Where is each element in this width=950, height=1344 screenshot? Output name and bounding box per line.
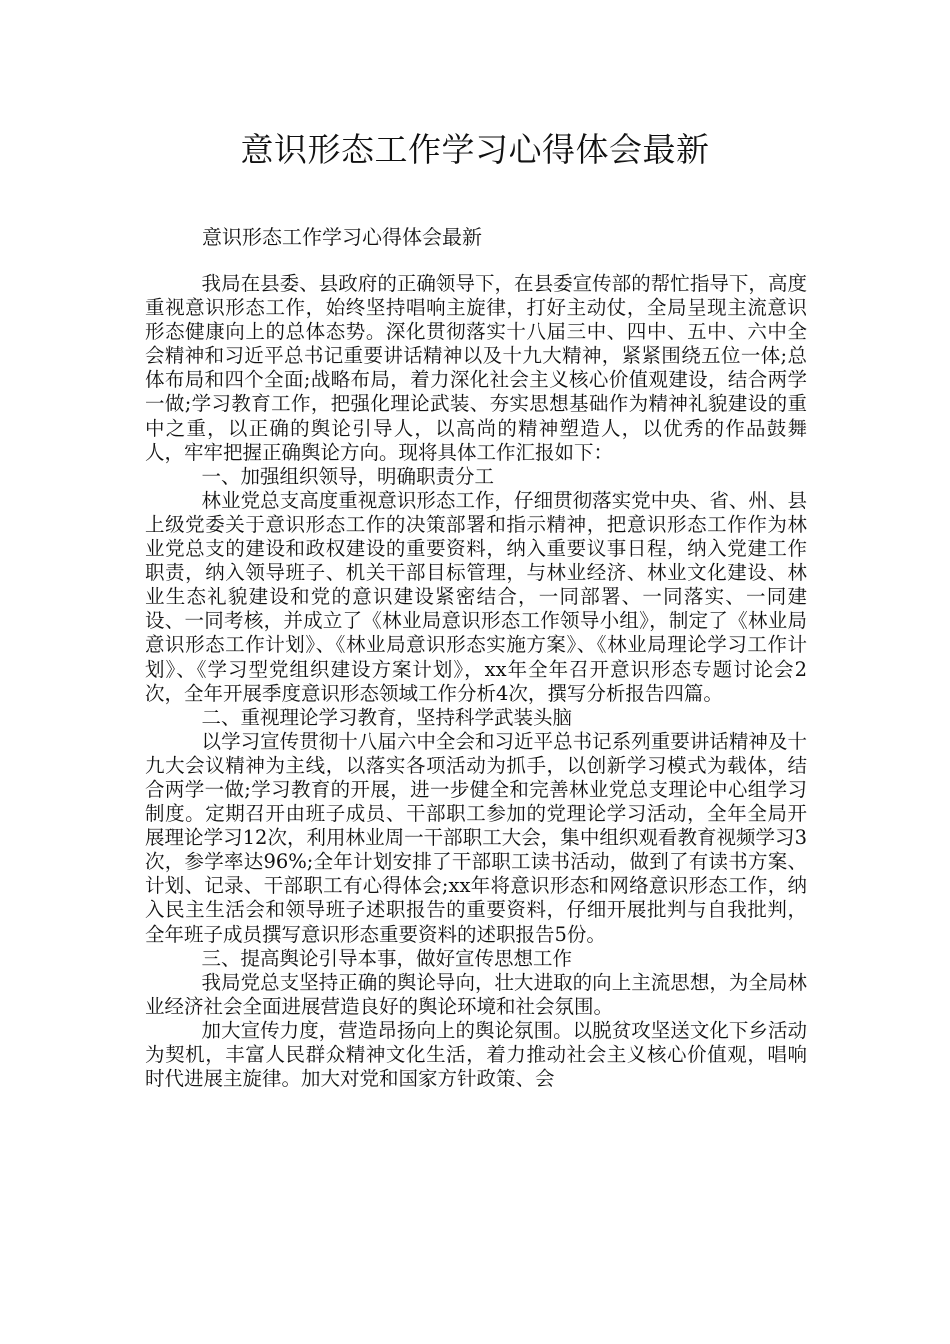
body-paragraph: 加大宣传力度，营造昂扬向上的舆论氛围。以脱贫攻坚送文化下乡活动为契机，丰富人民群众精神文化生活，着力推动社会主义核心价值观，唱响时代进展主旋律。加大对党和国家方针政策、会 [145, 1018, 807, 1091]
body-paragraph: 以学习宣传贯彻十八届六中全会和习近平总书记系列重要讲话精神及十九大会议精神为主线，以落实各项活动为抓手，以创新学习模式为载体，结合两学一做;学习教育的开展，进一步健全和完善林业党总支理论中心组学习制度。定期召开由班子成员、干部职工参加的党理论学习活动，全年全局开展理论学习12次，利用林业周一干部职工大会，集中组织观看教育视频学习3次，参学率达96%;全年计划安排了干部职工读书活动，做到了有读书方案、计划、记录、干部职工有心得体会;xx年将意识形态和网络意识形态工作，纳入民主生活会和领导班子述职报告的重要资料，仔细开展批判与自我批判，全年班子成员撰写意识形态重要资料的述职报告5份。 [145, 729, 807, 946]
document-subtitle: 意识形态工作学习心得体会最新 [202, 225, 482, 249]
body-paragraph: 林业党总支高度重视意识形态工作，仔细贯彻落实党中央、省、州、县上级党委关于意识形态工作的决策部署和指示精神，把意识形态工作作为林业党总支的建设和政权建设的重要资料，纳入重要议事日程，纳入党建工作职责，纳入领导班子、机关干部目标管理，与林业经济、林业文化建设、林业生态礼貌建设和党的意识建设紧密结合，一同部署、一同落实、一同建设、一同考核，并成立了《林业局意识形态工作领导小组》，制定了《林业局意识形态工作计划》、《林业局意识形态实施方案》、《林业局理论学习工作计划》、《学习型党组织建设方案计划》，xx年全年召开意识形态专题讨论会2次，全年开展季度意识形态领域工作分析4次，撰写分析报告四篇。 [145, 488, 807, 705]
section-heading: 二、重视理论学习教育，坚持科学武装头脑 [201, 705, 573, 729]
section-heading: 三、提高舆论引导本事，做好宣传思想工作 [201, 946, 573, 970]
document-title: 意识形态工作学习心得体会最新 [240, 130, 710, 169]
section-heading: 一、加强组织领导，明确职责分工 [201, 464, 495, 488]
document-body [145, 272, 807, 1091]
body-paragraph: 我局在县委、县政府的正确领导下，在县委宣传部的帮忙指导下，高度重视意识形态工作，始终坚持唱响主旋律，打好主动仗，全局呈现主流意识形态健康向上的总体态势。深化贯彻落实十八届三中、四中、五中、六中全会精神和习近平总书记重要讲话精神以及十九大精神，紧紧围绕五位一体;总体布局和四个全面;战略布局，着力深化社会主义核心价值观建设，结合两学一做;学习教育工作，把强化理论武装、夯实思想基础作为精神礼貌建设的重中之重，以正确的舆论引导人，以高尚的精神塑造人，以优秀的作品鼓舞人，牢牢把握正确舆论方向。现将具体工作汇报如下： [145, 272, 807, 464]
body-paragraph: 我局党总支坚持正确的舆论导向，壮大进取的向上主流思想，为全局林业经济社会全面进展营造良好的舆论环境和社会氛围。 [145, 970, 807, 1018]
